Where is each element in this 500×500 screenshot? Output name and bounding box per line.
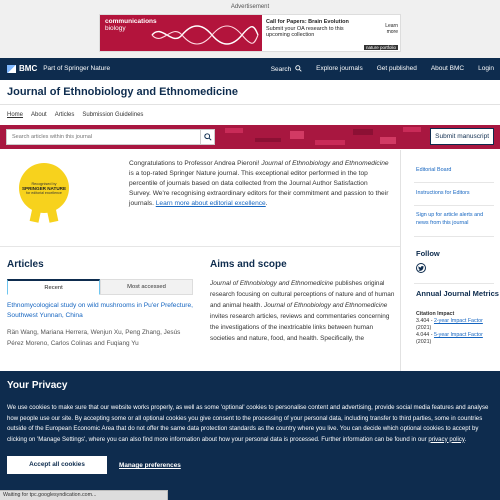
ad-banner[interactable]	[99, 14, 401, 52]
sidebar-instructions-for-editors[interactable]: Instructions for Editors	[416, 190, 470, 196]
editorial-congratulations: Congratulations to Professor Andrea Pieroni! Journal of Ethnobiology and Ethnomedicine is a top-rated Springer Nature journal. This exceptional editor performed in the top percentile of journals based on data collected from the Journal Author Satisfaction Survey. We're recognising extraordinary editors for their commitment and passion to their journals. Learn more about editorial excellence.	[129, 160, 389, 207]
nav-search[interactable]: Search	[271, 65, 302, 73]
tab-recent[interactable]: Recent	[7, 279, 100, 295]
twitter-bird-icon	[418, 266, 424, 271]
divider	[0, 104, 500, 105]
ad-brand-panel	[100, 15, 262, 52]
advertisement-area	[0, 0, 500, 58]
browser-status-bar: Waiting for tpc.googlesyndication.com...	[0, 490, 168, 500]
articles-heading: Articles	[7, 259, 44, 270]
ad-publisher: nature portfolio	[365, 45, 396, 50]
ad-swirl-graphic	[150, 21, 260, 49]
search-input[interactable]	[7, 130, 200, 144]
ad-label: Advertisement	[230, 4, 270, 10]
follow-heading: Follow	[416, 249, 440, 258]
articles-tabs	[7, 279, 193, 295]
journal-search	[6, 129, 215, 145]
aims-text: Journal of Ethnobiology and Ethnomedicine publishes original research focusing on cultural perceptions of nature and of human and animal health. Journal of Ethnobiology and Ethnomedicine invites research articles, reviews and commentaries concerning the investigations of the inextricable links between human societies and nature, food, and health. Specifically, the	[210, 280, 395, 342]
divider	[414, 182, 494, 183]
editorial-excellence-badge	[19, 163, 71, 225]
ad-learn-more[interactable]: Learn more	[385, 23, 398, 35]
nav-login[interactable]: Login	[478, 65, 494, 72]
submit-manuscript-button[interactable]: Submit manuscript	[430, 128, 494, 145]
divider	[414, 283, 494, 284]
header-links	[271, 65, 494, 73]
bmc-mark-icon	[7, 65, 16, 73]
search-icon	[204, 133, 212, 141]
divider	[0, 246, 400, 247]
search-icon	[295, 65, 302, 72]
subnav-home[interactable]: Home	[7, 112, 24, 118]
twitter-icon[interactable]	[416, 263, 426, 273]
article-authors: Rän Wang, Mariana Herrera, Wenjun Xu, Peng Zhang, Jesús Pérez Moreno, Carlos Colinas and Fuqiang Yu	[7, 329, 181, 347]
sidebar-article-alerts[interactable]: Sign up for article alerts and news from this journal	[416, 212, 484, 226]
bmc-header	[0, 58, 500, 80]
divider	[414, 236, 494, 237]
subnav-about[interactable]: About	[31, 112, 47, 118]
ad-copy: Call for Papers: Brain Evolution Submit your OA research to this upcoming collection	[266, 19, 349, 38]
tab-most-accessed[interactable]: Most accessed	[100, 279, 193, 295]
journal-metrics: Citation Impact 3.404 - 2-year Impact Factor (2021) 4.044 - 5-year Impact Factor (2021)	[416, 311, 483, 345]
accept-all-cookies-button[interactable]: Accept all cookies	[7, 456, 107, 474]
privacy-text: We use cookies to make sure that our website works properly, as well as some 'optional' cookies to personalise content and advertising, provide social media features and analyse how people use our site. By accepting some or all optional cookies you give consent to the processing of your personal data, including transfer to third parties, some in countries outside of the European Economic Area that do not offer the same data protection standards as the country where you live. You can decide which optional cookies to accept by clicking on 'Manage Settings', where you can also find more information about how your personal data is processed. Further information can be found in our privacy policy.	[7, 404, 489, 443]
journal-title[interactable]: Journal of Ethnobiology and Ethnomedicine	[7, 86, 238, 98]
metrics-heading: Annual Journal Metrics	[416, 289, 499, 298]
privacy-policy-link[interactable]: privacy policy	[428, 435, 465, 443]
sidebar-editorial-board[interactable]: Editorial Board	[416, 167, 452, 173]
five-year-impact-factor-link[interactable]: 5-year Impact Factor	[433, 332, 483, 338]
search-button[interactable]	[200, 130, 214, 144]
bmc-logo[interactable]: BMC Part of Springer Nature	[7, 64, 110, 73]
subnav-submission-guidelines[interactable]: Submission Guidelines	[82, 112, 144, 118]
article-title-link[interactable]: Ethnomycological study on wild mushrooms in Pu'er Prefecture, Southwest Yunnan, China	[7, 302, 193, 319]
nav-explore-journals[interactable]: Explore journals	[316, 65, 363, 72]
privacy-banner	[0, 371, 500, 500]
editorial-excellence-link[interactable]: Learn more about editorial excellence	[155, 200, 266, 207]
nav-about-bmc[interactable]: About BMC	[430, 65, 465, 72]
subnav-articles[interactable]: Articles	[54, 112, 75, 118]
badge-seal: Recognised by SPRINGER NATURE for editorial excellence	[19, 163, 69, 213]
ad-brand: communications biology	[105, 18, 157, 32]
manage-preferences-link[interactable]: Manage preferences	[119, 462, 181, 469]
two-year-impact-factor-link[interactable]: 2-year Impact Factor	[433, 318, 483, 324]
search-band	[0, 125, 500, 149]
privacy-heading: Your Privacy	[7, 380, 68, 391]
divider	[414, 205, 494, 206]
nav-get-published[interactable]: Get published	[376, 65, 417, 72]
journal-subnav	[7, 112, 143, 118]
aims-heading: Aims and scope	[210, 259, 287, 270]
band-pattern	[215, 125, 425, 149]
